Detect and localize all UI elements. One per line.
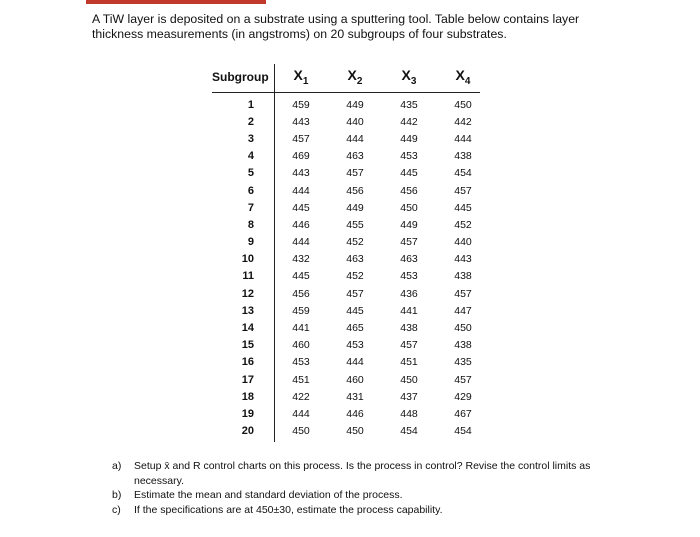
x4-cell: 452 [454,218,472,231]
table-row [212,199,490,216]
x3-cell: 454 [400,425,418,438]
x2-cell: 456 [346,184,364,197]
subgroup-cell: 13 [241,304,254,317]
x2-cell: 453 [346,339,364,352]
subgroup-cell: 20 [241,425,254,438]
x4-cell: 450 [454,322,472,335]
x2-cell: 463 [346,253,364,266]
x1-cell: 453 [292,356,310,369]
x1-cell: 443 [292,115,310,128]
x3-cell: 438 [400,322,418,335]
question-b [112,488,622,503]
x3-cell: 449 [400,132,418,145]
x1-cell: 451 [292,373,310,386]
question-c [112,503,622,518]
x4-cell: 457 [454,373,472,386]
table-row [212,96,490,113]
subgroup-cell: 6 [247,184,254,197]
x2-cell: 455 [346,218,364,231]
x4-cell: 443 [454,253,472,266]
subgroup-cell: 3 [247,132,254,145]
x4-cell: 429 [454,390,472,403]
x2-cell: 457 [346,287,364,300]
x4-cell: 438 [454,339,472,352]
x3-cell: 436 [400,287,418,300]
x1-cell: 457 [292,132,310,145]
x1-cell: 445 [292,201,310,214]
x2-cell: 444 [346,356,364,369]
x2-cell: 452 [346,236,364,249]
x3-cell: 451 [400,356,418,369]
table-row [212,130,490,147]
subgroup-cell: 10 [241,253,254,266]
table-row [212,423,490,440]
question-label: c) [112,503,121,516]
x1-cell: 432 [292,253,310,266]
x2-cell: 465 [346,322,364,335]
x2-cell: 431 [346,390,364,403]
subgroup-cell: 15 [241,339,254,352]
x2-cell: 460 [346,373,364,386]
subgroup-cell: 9 [247,236,254,249]
table-body [212,96,490,440]
subgroup-cell: 14 [241,322,254,335]
question-text: Estimate the mean and standard deviation of the process. [134,489,403,501]
subgroup-cell: 17 [241,373,254,386]
header-subgroup: Subgroup [212,70,269,84]
question-header-fragment [86,0,266,4]
subgroup-cell: 1 [247,98,254,111]
table-row [212,268,490,285]
x1-cell: 469 [292,150,310,163]
table-row [212,302,490,319]
x1-cell: 444 [292,407,310,420]
x1-cell: 445 [292,270,310,283]
subgroup-cell: 8 [247,218,254,231]
table-row [212,285,490,302]
x3-cell: 450 [400,373,418,386]
table-row [212,165,490,182]
x3-cell: 453 [400,150,418,163]
table-header [212,64,490,90]
x4-cell: 444 [454,132,472,145]
x4-cell: 454 [454,167,472,180]
table-row [212,405,490,422]
x2-cell: 440 [346,115,364,128]
x4-cell: 435 [454,356,472,369]
subgroup-cell: 11 [242,270,254,283]
table-row [212,148,490,165]
x3-cell: 448 [400,407,418,420]
question-text: Setup x̄ and R control charts on this process. Is the process in control? Revise the control limits as necessary. [134,460,591,487]
subgroup-cell: 5 [247,167,254,180]
x3-cell: 441 [400,304,418,317]
x2-cell: 463 [346,150,364,163]
x4-cell: 447 [454,304,472,317]
question-a [112,459,622,488]
x4-cell: 457 [454,184,472,197]
x2-cell: 445 [346,304,364,317]
table-horizontal-rule [212,92,480,93]
header-x1: $X_1$ [293,67,309,87]
x4-cell: 467 [454,407,472,420]
x3-cell: 463 [400,253,418,266]
subgroup-cell: 4 [247,150,254,163]
x3-cell: 445 [400,167,418,180]
x3-cell: 435 [400,98,418,111]
subgroup-cell: 2 [247,115,254,128]
x4-cell: 457 [454,287,472,300]
x1-cell: 446 [292,218,310,231]
x1-cell: 422 [292,390,310,403]
x1-cell: 443 [292,167,310,180]
measurement-table [212,64,490,438]
x1-cell: 459 [292,98,310,111]
x1-cell: 444 [292,236,310,249]
subgroup-cell: 7 [247,201,254,214]
x2-cell: 450 [346,425,364,438]
table-row [212,182,490,199]
x3-cell: 442 [400,115,418,128]
subgroup-cell: 12 [241,287,254,300]
x2-cell: 457 [346,167,364,180]
x3-cell: 437 [400,390,418,403]
subgroup-cell: 16 [241,356,254,369]
table-row [212,354,490,371]
table-row [212,388,490,405]
x1-cell: 441 [292,322,310,335]
header-x2: $X_2$ [347,67,363,87]
x1-cell: 456 [292,287,310,300]
x1-cell: 450 [292,425,310,438]
header-x4: $X_4$ [455,67,471,87]
x4-cell: 438 [454,150,472,163]
x3-cell: 457 [400,339,418,352]
x4-cell: 440 [454,236,472,249]
table-row [212,319,490,336]
x2-cell: 444 [346,132,364,145]
x3-cell: 450 [400,201,418,214]
x2-cell: 446 [346,407,364,420]
x1-cell: 444 [292,184,310,197]
x1-cell: 460 [292,339,310,352]
x3-cell: 457 [400,236,418,249]
question-list [112,459,622,517]
x4-cell: 442 [454,115,472,128]
table-row [212,251,490,268]
x4-cell: 454 [454,425,472,438]
x4-cell: 445 [454,201,472,214]
x4-cell: 438 [454,270,472,283]
table-row [212,337,490,354]
x2-cell: 452 [346,270,364,283]
table-row [212,234,490,251]
table-row [212,371,490,388]
table-row [212,113,490,130]
problem-statement: A TiW layer is deposited on a substrate using a sputtering tool. Table below contains layer thickness measurements (in angstroms) on 20 subgroups of four substrates. [92,12,580,41]
x2-cell: 449 [346,98,364,111]
x3-cell: 449 [400,218,418,231]
question-label: b) [112,489,122,501]
x4-cell: 450 [454,98,472,111]
x3-cell: 453 [400,270,418,283]
x3-cell: 456 [400,184,418,197]
x1-cell: 459 [292,304,310,317]
x2-cell: 449 [346,201,364,214]
table-row [212,216,490,233]
question-label: a) [112,460,122,472]
question-text: If the specifications are at 450±30, estimate the process capability. [134,503,443,516]
header-x3: $X_3$ [401,67,417,87]
subgroup-cell: 19 [241,407,254,420]
subgroup-cell: 18 [241,390,254,403]
